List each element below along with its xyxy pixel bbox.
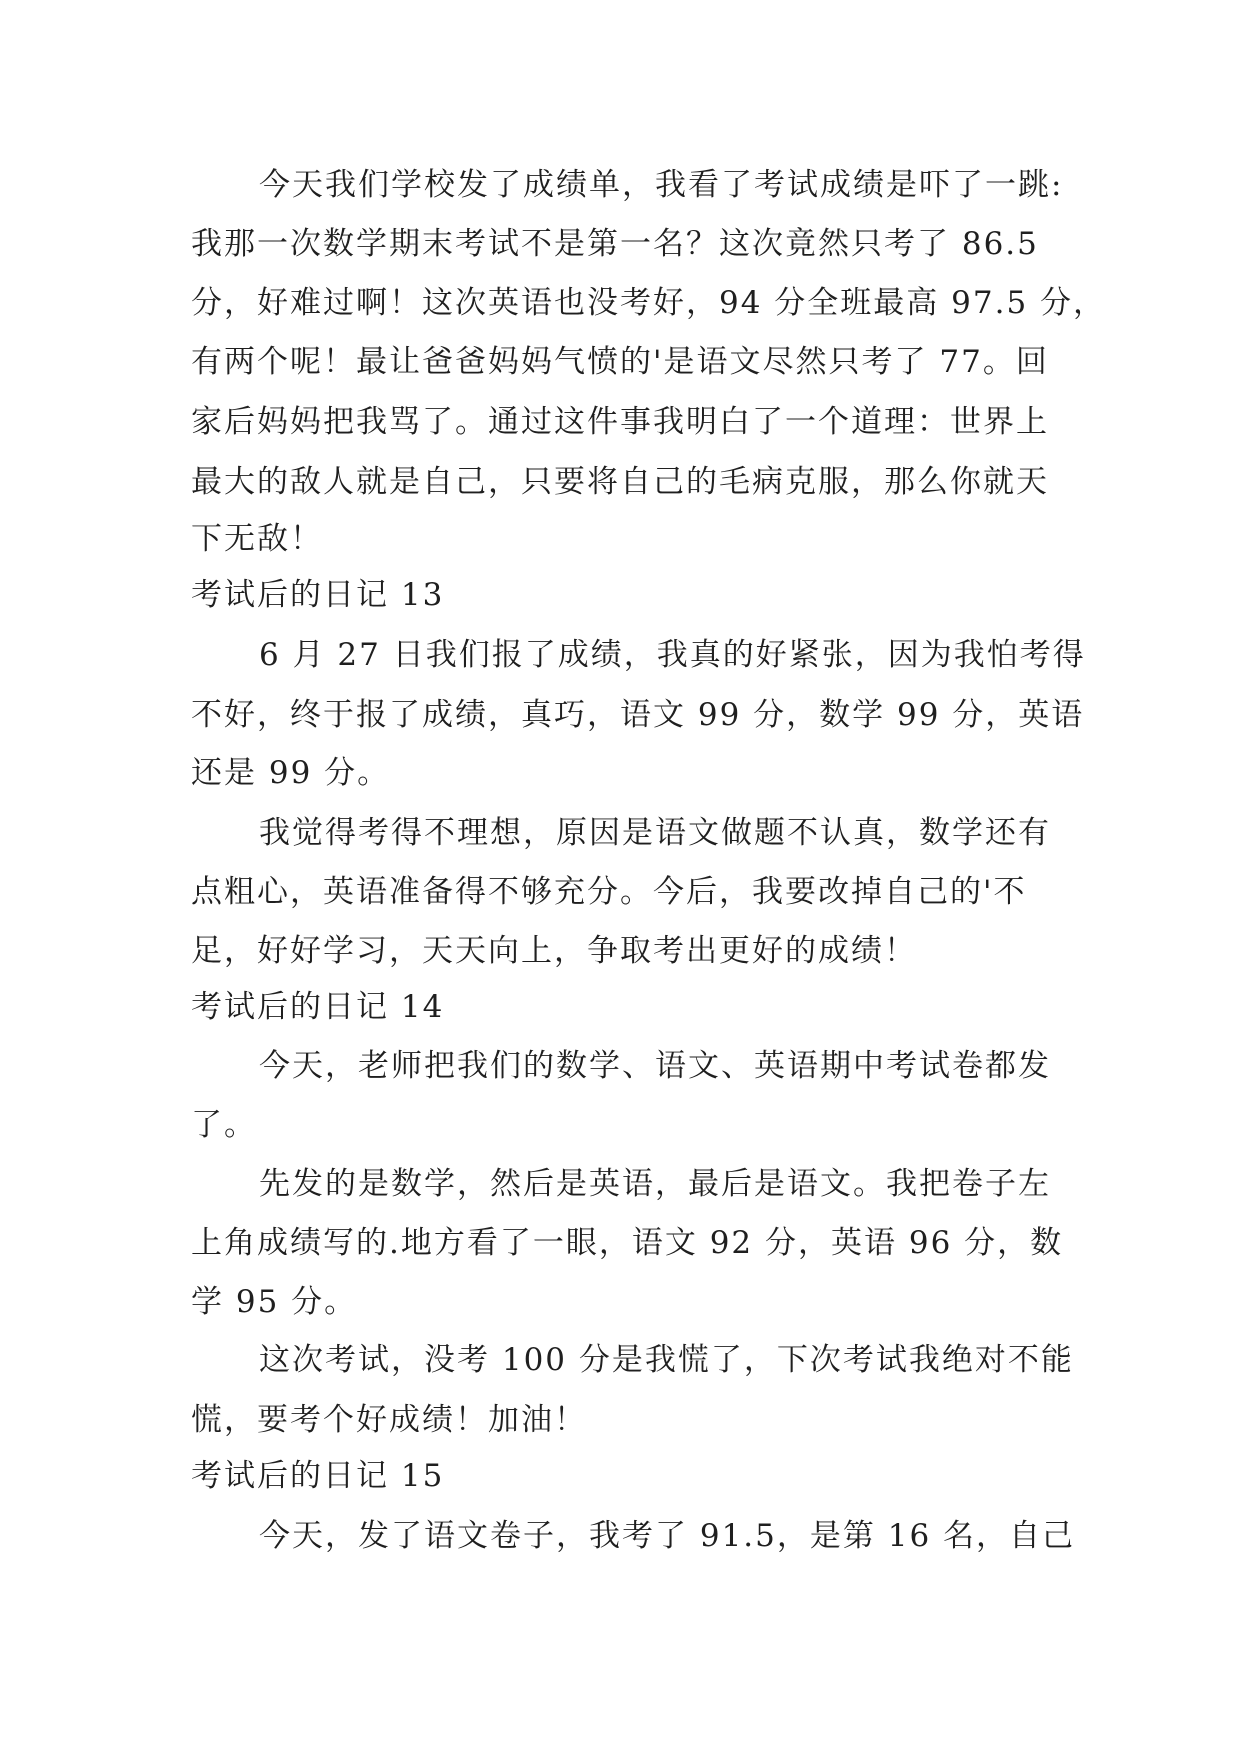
paragraph-line: 了。 xyxy=(191,1107,257,1143)
diary-title: 考试后的日记 15 xyxy=(191,1458,445,1494)
paragraph-line: 6 月 27 日我们报了成绩，我真的好紧张，因为我怕考得 xyxy=(259,637,1086,673)
diary-title: 考试后的日记 13 xyxy=(191,577,445,613)
paragraph-line: 我那一次数学期末考试不是第一名？这次竟然只考了 86.5 xyxy=(191,226,1039,262)
paragraph-line: 我觉得考得不理想，原因是语文做题不认真，数学还有 xyxy=(259,815,1051,851)
diary-title: 考试后的日记 14 xyxy=(191,989,445,1025)
paragraph-line: 今天，发了语文卷子，我考了 91.5，是第 16 名，自己 xyxy=(259,1518,1076,1554)
paragraph-line: 上角成绩写的.地方看了一眼，语文 92 分，英语 96 分，数 xyxy=(191,1225,1064,1261)
paragraph-line: 慌，要考个好成绩！加油！ xyxy=(191,1402,587,1438)
paragraph-line: 今天我们学校发了成绩单，我看了考试成绩是吓了一跳: xyxy=(259,167,1064,203)
paragraph-line: 下无敌！ xyxy=(191,521,323,557)
paragraph-line: 足，好好学习，天天向上，争取考出更好的成绩！ xyxy=(191,933,917,969)
paragraph-line: 不好，终于报了成绩，真巧，语文 99 分，数学 99 分，英语 xyxy=(191,697,1085,733)
paragraph-line: 先发的是数学，然后是英语，最后是语文。我把卷子左 xyxy=(259,1166,1051,1202)
paragraph-line: 学 95 分。 xyxy=(191,1284,358,1320)
paragraph-line: 今天，老师把我们的数学、语文、英语期中考试卷都发 xyxy=(259,1048,1051,1084)
paragraph-line: 家后妈妈把我骂了。通过这件事我明白了一个道理：世界上 xyxy=(191,404,1049,440)
paragraph-line: 还是 99 分。 xyxy=(191,755,391,791)
paragraph-line: 有两个呢！最让爸爸妈妈气愤的'是语文尽然只考了 77。回 xyxy=(191,344,1049,380)
paragraph-line: 这次考试，没考 100 分是我慌了，下次考试我绝对不能 xyxy=(259,1342,1074,1378)
paragraph-line: 分，好难过啊！这次英语也没考好，94 分全班最高 97.5 分， xyxy=(191,285,1107,321)
paragraph-line: 最大的敌人就是自己，只要将自己的毛病克服，那么你就天 xyxy=(191,464,1049,500)
paragraph-line: 点粗心，英语准备得不够充分。今后，我要改掉自己的'不 xyxy=(191,874,1027,910)
